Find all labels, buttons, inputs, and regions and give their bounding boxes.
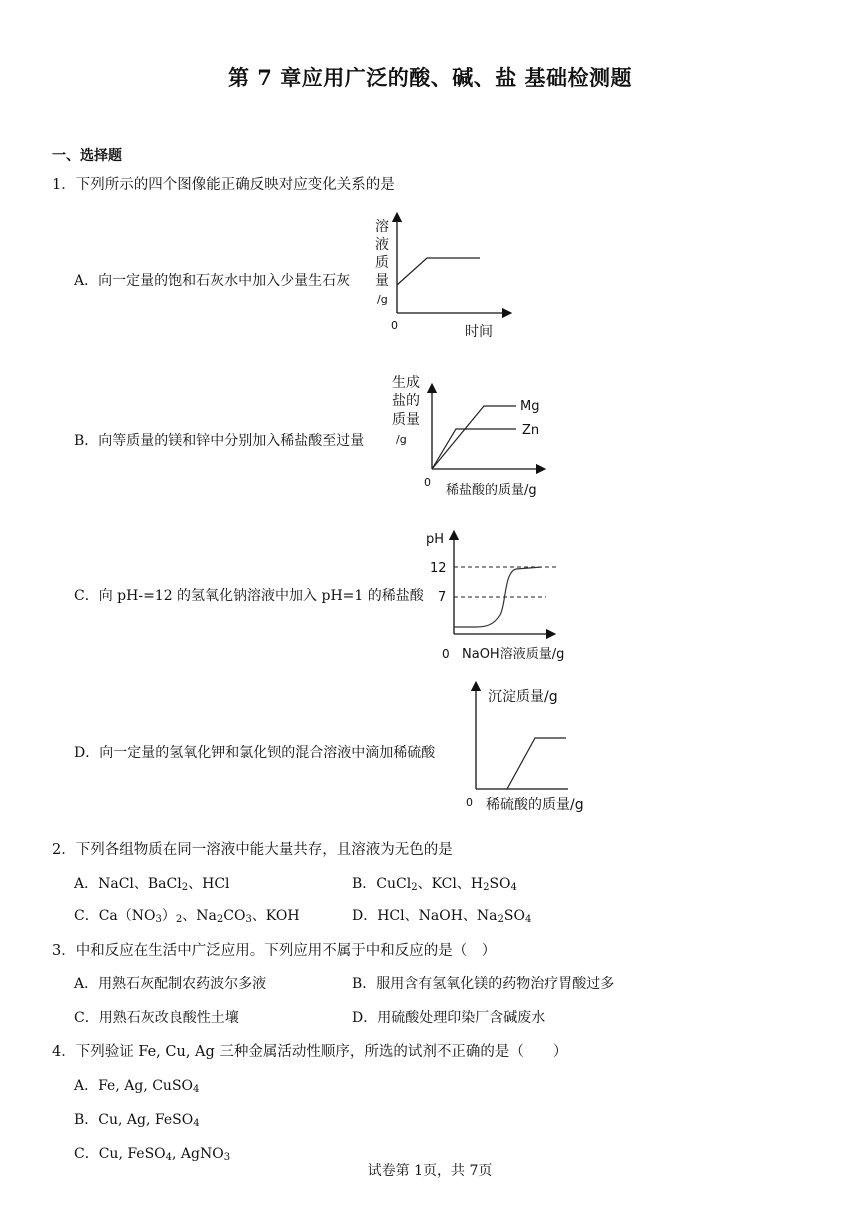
question-4-option-c: C．Cu, FeSO$_4$, AgNO$_3$ xyxy=(74,1146,231,1163)
question-4-option-b: B．Cu, Ag, FeSO$_4$ xyxy=(74,1112,200,1129)
graph-c-xlabel: NaOH溶液质量/g xyxy=(462,647,565,662)
graph-c xyxy=(418,527,588,667)
question-1-option-b: B．向等质量的镁和锌中分别加入稀盐酸至过量 xyxy=(74,433,365,449)
graph-d xyxy=(462,680,602,820)
graph-b-series-zn: Zn xyxy=(522,423,540,438)
graph-b-origin: 0 xyxy=(424,476,431,489)
graph-b-line-zn xyxy=(432,429,516,469)
graph-c-origin: 0 xyxy=(442,647,450,661)
graph-c-ylabel: pH xyxy=(426,532,445,547)
graph-b-ylabel-1: 生成 xyxy=(392,375,420,391)
question-1-option-c: C．向 pH-=12 的氢氧化钠溶液中加入 pH=1 的稀盐酸 xyxy=(74,588,424,604)
graph-a-xlabel: 时间 xyxy=(465,324,493,340)
graph-a xyxy=(365,205,515,345)
graph-a-ylabel-5: /g xyxy=(377,293,388,306)
graph-a-ylabel-3: 质 xyxy=(375,255,389,271)
graph-b xyxy=(388,368,568,503)
question-2-option-a: A．NaCl、BaCl$_2$、HCl xyxy=(74,876,230,893)
graph-a-curve xyxy=(397,258,480,285)
graph-a-origin: 0 xyxy=(391,319,398,332)
question-3-stem: 3．中和反应在生活中广泛应用。下列应用不属于中和反应的是（ ） xyxy=(52,943,497,959)
question-2-option-c: C．$Ca(NO_3)_2$、$Na_2CO_3$、KOH xyxy=(74,908,300,925)
question-2-stem: 2．下列各组物质在同一溶液中能大量共存，且溶液为无色的是 xyxy=(52,842,453,858)
question-2-option-b: B．CuCl$_2$、KCl、$H_2SO_4$ xyxy=(352,876,517,893)
graph-b-ylabel-4: /g xyxy=(396,433,407,446)
graph-a-ylabel-2: 液 xyxy=(375,237,389,253)
graph-b-ylabel-2: 盐的 xyxy=(392,393,420,409)
question-3-option-d: D．用硫酸处理印染厂含碱废水 xyxy=(352,1010,546,1026)
question-3-option-b: B．服用含有氢氧化镁的药物治疗胃酸过多 xyxy=(352,976,615,992)
graph-d-origin: 0 xyxy=(466,796,473,809)
question-1-option-a: A．向一定量的饱和石灰水中加入少量生石灰 xyxy=(74,273,351,289)
graph-a-ylabel-1: 溶 xyxy=(375,219,389,235)
section-heading: 一、选择题 xyxy=(52,148,122,164)
page-title: 第 7 章应用广泛的酸、碱、盐 基础检测题 xyxy=(227,65,633,90)
graph-b-line-mg xyxy=(432,406,516,469)
graph-a-ylabel-4: 量 xyxy=(375,273,389,289)
question-4-stem: 4．下列验证 Fe, Cu, Ag 三种金属活动性顺序，所选的试剂不正确的是（ ） xyxy=(52,1044,568,1060)
question-3-option-c: C．用熟石灰改良酸性土壤 xyxy=(74,1010,239,1026)
question-1-stem: 1．下列所示的四个图像能正确反映对应变化关系的是 xyxy=(52,177,395,193)
graph-b-series-mg: Mg xyxy=(520,399,540,414)
graph-b-xlabel: 稀盐酸的质量/g xyxy=(446,483,537,498)
question-1-option-d: D．向一定量的氢氧化钾和氯化钡的混合溶液中滴加稀硫酸 xyxy=(74,745,436,761)
graph-d-curve xyxy=(507,738,566,789)
graph-d-ylabel: 沉淀质量/g xyxy=(488,689,558,705)
graph-c-tick-7: 7 xyxy=(438,590,447,605)
page-footer: 试卷第 1页，共 7页 xyxy=(367,1163,493,1179)
graph-c-tick-12: 12 xyxy=(430,561,447,576)
question-3-option-a: A．用熟石灰配制农药波尔多液 xyxy=(74,976,267,992)
question-2-option-d: D．HCl、NaOH、$Na_2SO_4$ xyxy=(352,908,532,925)
graph-b-ylabel-3: 质量 xyxy=(392,412,420,428)
graph-d-xlabel: 稀硫酸的质量/g xyxy=(486,797,584,813)
question-4-option-a: A．Fe, Ag, CuSO$_4$ xyxy=(74,1078,200,1095)
